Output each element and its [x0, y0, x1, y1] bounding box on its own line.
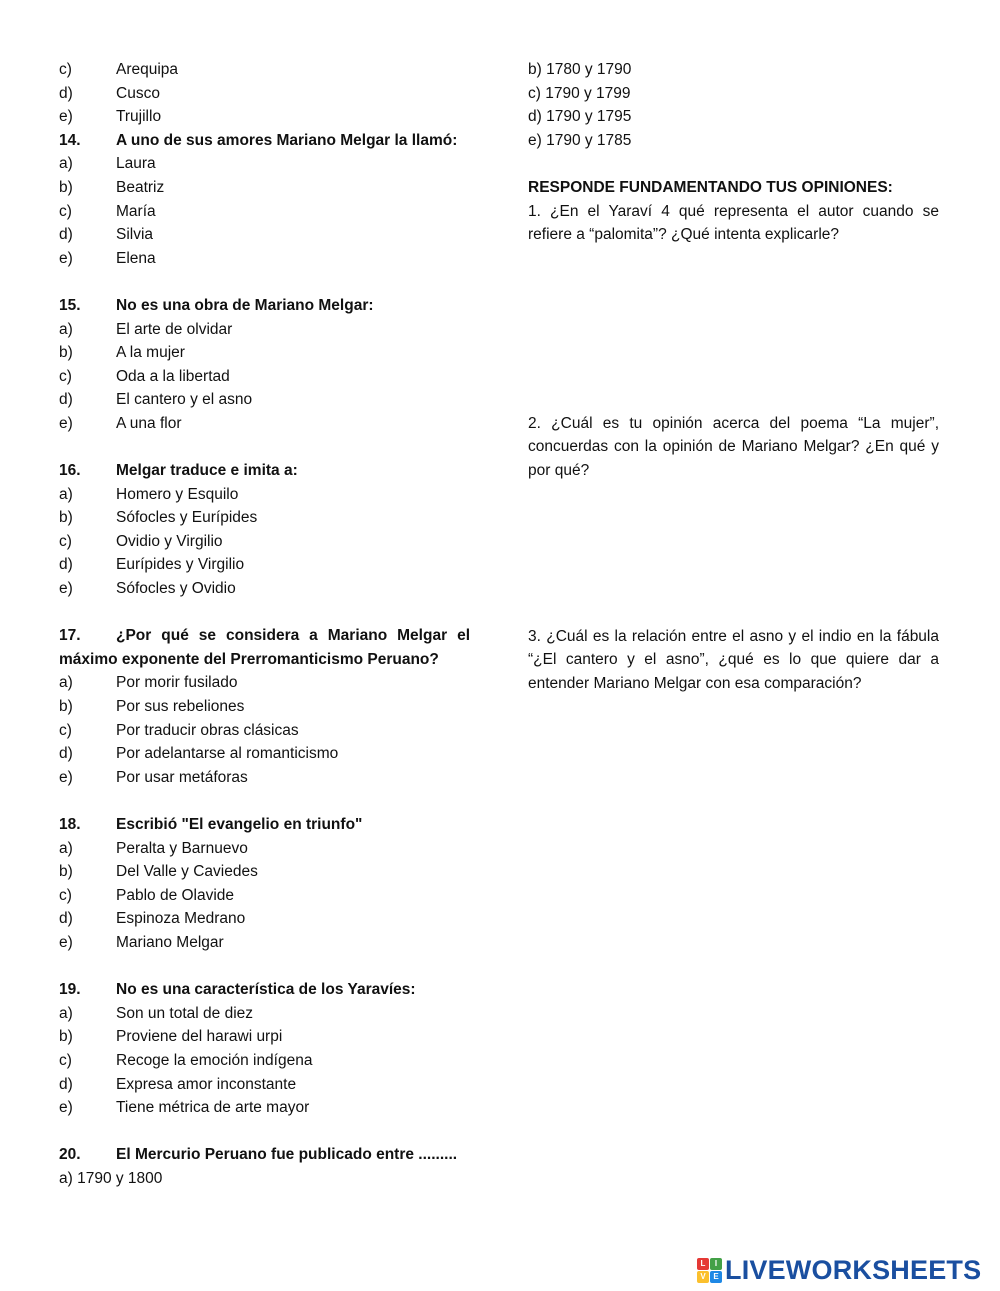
option-row: b) Proviene del harawi urpi [59, 1028, 283, 1046]
question-18: 18. Escribió "El evangelio en triunfo" [59, 816, 363, 833]
option-row: d) Eurípides y Virgilio [59, 556, 245, 574]
left-column [59, 58, 470, 1191]
option-row: e) Mariano Melgar [59, 933, 224, 951]
option-row: c) 1790 y 1799 [528, 84, 631, 102]
question-19: 19. No es una característica de los Yaravíes: [59, 981, 416, 999]
option-row: d) El cantero y el asno [59, 391, 253, 409]
open-question-3: 3. ¿Cuál es la relación entre el asno y el indio en la fábula “¿El cantero y el asno”, ¿qué es lo que quiere dar a entender Mariano Melgar con esa comparación? [528, 627, 939, 692]
option-row: a) Por morir fusilado [59, 674, 238, 692]
answer-space-1 [528, 247, 939, 412]
option-row: d) 1790 y 1795 [528, 108, 632, 126]
option-row: d) Silvia [59, 226, 154, 244]
question-14: 14. A uno de sus amores Mariano Melgar la llamó: [59, 131, 458, 149]
section-title: RESPONDE FUNDAMENTANDO TUS OPINIONES: [528, 178, 893, 196]
option-row: e) 1790 y 1785 [528, 131, 632, 149]
option-row: e) A una flor [59, 414, 182, 432]
option-row: d) Cusco [59, 84, 160, 102]
liveworksheets-logo [697, 1255, 981, 1285]
option-row: e) Elena [59, 249, 156, 267]
option-row: e) Tiene métrica de arte mayor [59, 1099, 310, 1117]
question-16: 16. Melgar traduce e imita a: [59, 462, 298, 480]
option-row: b) Por sus rebeliones [59, 698, 245, 716]
option-row: a) Homero y Esquilo [59, 485, 239, 503]
option-row: d) Espinoza Medrano [59, 910, 246, 928]
option-row: c) María [59, 202, 156, 220]
option-row: d) Expresa amor inconstante [59, 1075, 297, 1093]
logo-mark-icon: L I V E [697, 1258, 722, 1283]
option-row: c) Pablo de Olavide [59, 886, 235, 904]
question-20: 20. El Mercurio Peruano fue publicado entre ......... [59, 1146, 458, 1164]
option-row: b) 1780 y 1790 [528, 61, 632, 78]
option-row: b) Sófocles y Eurípides [59, 509, 258, 527]
right-column [528, 58, 939, 695]
option-row: d) Por adelantarse al romanticismo [59, 745, 339, 763]
option-row: a) El arte de olvidar [59, 320, 233, 338]
open-question-1: 1. ¿En el Yaraví 4 qué representa el autor cuando se refiere a “palomita”? ¿Qué intenta explicarle? [528, 202, 939, 244]
option-row: c) Arequipa [59, 61, 179, 78]
open-question-2: 2. ¿Cuál es tu opinión acerca del poema “La mujer”, concuerdas con la opinión de Mariano Melgar? ¿En qué y por qué? [528, 414, 939, 479]
option-row: a) Peralta y Barnuevo [59, 839, 248, 857]
option-row: e) Por usar metáforas [59, 768, 248, 786]
option-row: c) Por traducir obras clásicas [59, 721, 299, 739]
question-15: 15. No es una obra de Mariano Melgar: [59, 296, 374, 314]
option-row: e) Sófocles y Ovidio [59, 580, 236, 598]
option-row: c) Oda a la libertad [59, 367, 230, 385]
option-row: a) Son un total de diez [59, 1004, 254, 1022]
option-row: a) 1790 y 1800 [59, 1169, 163, 1187]
option-row: c) Recoge la emoción indígena [59, 1051, 313, 1069]
logo-text: LIVEWORKSHEETS [725, 1254, 982, 1285]
option-row: a) Laura [59, 155, 156, 173]
option-row: b) A la mujer [59, 344, 185, 362]
option-row: c) Ovidio y Virgilio [59, 532, 223, 550]
option-row: e) Trujillo [59, 108, 162, 126]
question-17: 17. ¿Por qué se considera a Mariano Melgar el máximo exponente del Prerromanticismo Peruano? [59, 627, 470, 668]
answer-space-2 [528, 483, 939, 625]
option-row: b) Beatriz [59, 178, 165, 196]
option-row: b) Del Valle y Caviedes [59, 863, 258, 881]
